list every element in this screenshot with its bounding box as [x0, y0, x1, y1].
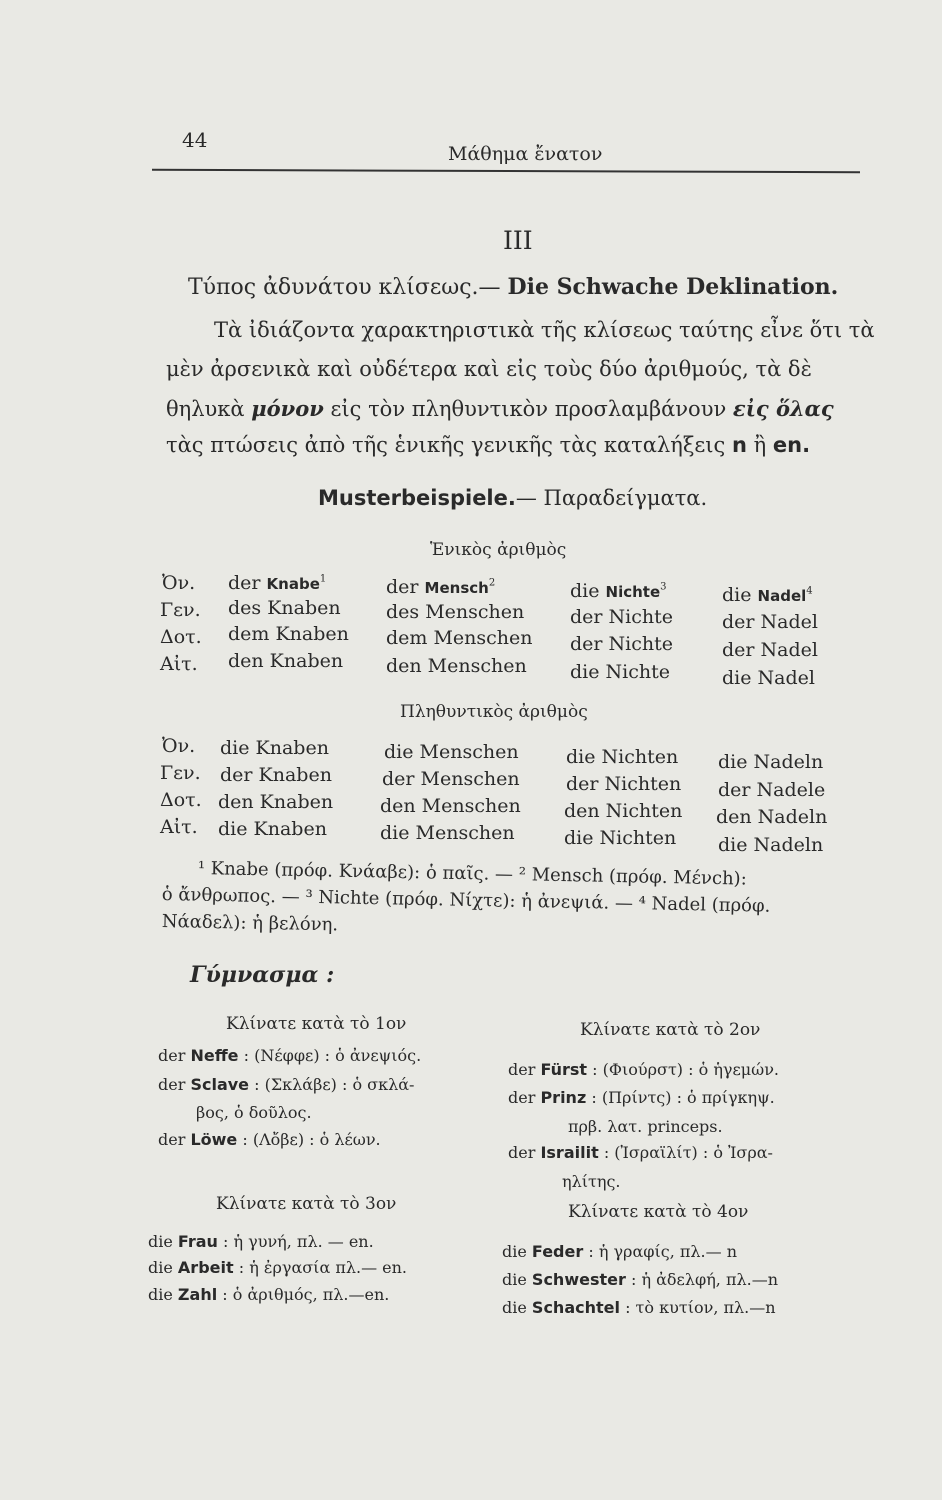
noun: Schachtel — [531, 1298, 620, 1317]
noun: Nadel — [757, 587, 807, 605]
plural-form: die Nadeln — [718, 751, 824, 773]
footnote-line: ¹ Knabe (πρόφ. Κνάαβε): ὁ παῖς. — ² Mensch (πρόφ. Μένch): — [197, 858, 747, 890]
singular-form: die Nadel — [722, 667, 815, 689]
plural-form: die Nichten — [564, 827, 677, 849]
gloss: : (Ἰσραϊλίτ) : ὁ Ἰσρα- — [603, 1143, 773, 1162]
singular-nominative — [386, 576, 495, 598]
gloss: : (Φιούρστ) : ὁ ἡγεμών. — [592, 1060, 780, 1079]
ex2-item — [508, 1060, 779, 1079]
noun: Mensch — [424, 579, 489, 597]
article: der — [228, 572, 261, 594]
intro-emphasis: μόνον — [251, 396, 324, 421]
header-rule — [152, 169, 860, 173]
gloss: : (Λὄβε) : ὁ λέων. — [242, 1130, 381, 1149]
gloss: : (Πρίντς) : ὁ πρίγκηψ. — [591, 1088, 775, 1107]
section-title — [188, 274, 838, 300]
ex1-item — [158, 1046, 421, 1065]
plural-form: die Menschen — [384, 741, 519, 763]
singular-form: den Knaben — [228, 650, 344, 672]
intro-text: ἢ — [753, 433, 767, 457]
footnote-line: ὁ ἄνθρωπος. — ³ Nichte (πρόφ. Νίχτε): ἡ ἀνεψιά. — ⁴ Nadel (πρόφ. — [161, 884, 771, 917]
singular-form: der Nichte — [570, 633, 673, 655]
ex4-heading: Κλίνατε κατὰ τὸ 4ον — [568, 1202, 749, 1222]
ex3-item — [148, 1232, 374, 1251]
case-label: Γεν. — [160, 599, 201, 621]
plural-form: den Menschen — [380, 795, 521, 817]
intro-text: θηλυκὰ — [166, 397, 245, 421]
noun: Schwester — [531, 1270, 626, 1289]
article: die — [502, 1298, 527, 1317]
article: die — [722, 584, 752, 606]
noun: Prinz — [540, 1088, 587, 1107]
gloss: βος, ὁ δοῦλος. — [196, 1103, 312, 1122]
plural-form: der Nadele — [718, 779, 826, 801]
gloss: : ἡ γυνή, πλ. — en. — [223, 1232, 374, 1251]
singular-form: dem Knaben — [228, 623, 349, 645]
intro-line-4 — [166, 433, 810, 457]
article: die — [570, 580, 600, 602]
article: der — [508, 1088, 536, 1107]
article: die — [148, 1285, 173, 1304]
singular-form: der Nichte — [570, 606, 673, 628]
noun: Sclave — [190, 1075, 250, 1094]
gloss: : τὸ κυτίον, πλ.—n — [625, 1298, 776, 1317]
gloss: ηλίτης. — [562, 1172, 621, 1191]
footnote-marker: 3 — [660, 581, 667, 593]
ex2-item — [562, 1172, 620, 1191]
article: der — [158, 1046, 186, 1065]
singular-form: dem Menschen — [386, 627, 533, 649]
footnote-marker: 1 — [319, 573, 327, 585]
ex1-item — [196, 1103, 312, 1122]
case-label: Αἰτ. — [160, 653, 198, 675]
case-label: Ὀν. — [162, 572, 196, 594]
gloss: : (Σκλάβε) : ὁ σκλά- — [254, 1075, 415, 1094]
title-german: Die Schwache Deklination. — [507, 274, 839, 300]
ex4-item — [502, 1298, 776, 1317]
article: der — [158, 1075, 186, 1094]
plural-form: den Knaben — [218, 791, 334, 813]
intro-emphasis: εἰς ὅλας — [732, 396, 834, 421]
gloss: : ἡ ἀδελφή, πλ.—n — [630, 1270, 778, 1289]
case-label: Δοτ. — [160, 626, 202, 648]
ex4-item — [502, 1242, 737, 1261]
article: der — [386, 576, 419, 598]
plural-form: die Menschen — [380, 822, 515, 844]
article: die — [502, 1270, 527, 1289]
ex2-item — [568, 1117, 723, 1136]
running-title: Μάθημα ἔνατον — [448, 143, 603, 165]
intro-line-1: Τὰ ἰδιάζοντα χαρακτηριστικὰ τῆς κλίσεως ταύτης εἶνε ὅτι τὰ — [214, 318, 875, 342]
article: der — [508, 1143, 536, 1162]
plural-form: die Knaben — [218, 818, 327, 840]
ex1-item — [158, 1075, 414, 1094]
exercise-heading: Γύμνασμα : — [190, 962, 335, 988]
singular-nominative — [570, 580, 667, 602]
plural-form: die Nadeln — [718, 834, 824, 856]
article: der — [158, 1130, 186, 1149]
article: die — [148, 1232, 173, 1251]
noun: Zahl — [177, 1285, 218, 1304]
ex2-item — [508, 1143, 773, 1162]
noun: Israilit — [540, 1143, 599, 1162]
singular-form: der Nadel — [722, 611, 818, 633]
ex2-heading: Κλίνατε κατὰ τὸ 2ον — [580, 1020, 761, 1040]
noun: Arbeit — [177, 1258, 234, 1277]
ending-n: n — [731, 433, 747, 457]
plural-form: der Knaben — [220, 764, 332, 786]
footnote-line: Νάαδελ): ἡ βελόνη. — [161, 911, 339, 936]
article: die — [148, 1258, 173, 1277]
ex3-item — [148, 1285, 389, 1304]
singular-form: des Menschen — [386, 601, 525, 623]
plural-form: die Nichten — [566, 746, 679, 768]
intro-line-2: μὲν ἀρσενικὰ καὶ οὐδέτερα καὶ εἰς τοὺς δύο ἀριθμούς, τὰ δὲ — [166, 357, 812, 381]
plural-form: den Nichten — [564, 800, 683, 822]
noun: Frau — [177, 1232, 218, 1251]
case-label: Γεν. — [160, 762, 201, 784]
noun: Fürst — [540, 1060, 588, 1079]
case-label: Ὀν. — [162, 735, 196, 757]
singular-form: des Knaben — [228, 597, 341, 619]
noun: Knabe — [266, 575, 320, 593]
intro-text: τὰς πτώσεις ἀπὸ τῆς ἑνικῆς γενικῆς τὰς καταλήξεις — [166, 433, 726, 457]
singular-nominative — [722, 584, 813, 606]
case-label: Δοτ. — [160, 789, 202, 811]
singular-form: die Nichte — [570, 661, 670, 683]
case-label: Αἰτ. — [160, 816, 198, 838]
noun: Feder — [531, 1242, 584, 1261]
plural-form: die Knaben — [220, 737, 329, 759]
ex2-item — [508, 1088, 775, 1107]
singular-heading: Ἑνικὸς ἀριθμὸς — [430, 540, 567, 560]
examples-heading-greek: — Παραδείγματα. — [515, 486, 708, 510]
noun: Löwe — [190, 1130, 238, 1149]
ex3-heading: Κλίνατε κατὰ τὸ 3ον — [216, 1194, 397, 1214]
gloss: : ἡ γραφίς, πλ.— n — [588, 1242, 738, 1261]
ex1-heading: Κλίνατε κατὰ τὸ 1ον — [226, 1014, 407, 1034]
singular-form: der Nadel — [722, 639, 818, 661]
article: die — [502, 1242, 527, 1261]
noun: Neffe — [190, 1046, 239, 1065]
examples-heading-german: Musterbeispiele. — [318, 486, 516, 510]
examples-heading — [318, 486, 707, 510]
plural-form: den Nadeln — [716, 806, 828, 828]
footnote-marker: 4 — [806, 585, 813, 597]
singular-nominative — [228, 572, 326, 594]
ex4-item — [502, 1270, 778, 1289]
intro-line-3 — [166, 396, 834, 421]
singular-form: den Menschen — [386, 655, 527, 677]
article: der — [508, 1060, 536, 1079]
plural-heading: Πληθυντικὸς ἀριθμὸς — [400, 702, 588, 722]
gloss: : (Νέφφε) : ὁ ἀνεψιός. — [243, 1046, 422, 1065]
noun: Nichte — [605, 583, 661, 601]
section-numeral: III — [503, 226, 533, 255]
footnote-marker: 2 — [488, 577, 496, 589]
gloss: : ἡ ἐργασία πλ.— en. — [238, 1258, 408, 1277]
page-number: 44 — [182, 128, 208, 152]
intro-text: εἰς τὸν πληθυντικὸν προσλαμβάνουν — [330, 397, 727, 421]
gloss: : ὁ ἀριθμός, πλ.—en. — [222, 1285, 390, 1304]
ex3-item — [148, 1258, 407, 1277]
ending-en: en. — [772, 433, 811, 457]
gloss: πρβ. λατ. princeps. — [568, 1117, 723, 1136]
plural-form: der Menschen — [382, 768, 520, 790]
title-greek: Τύπος ἀδυνάτου κλίσεως.— — [188, 275, 501, 300]
ex1-item — [158, 1130, 381, 1149]
plural-form: der Nichten — [566, 773, 682, 795]
